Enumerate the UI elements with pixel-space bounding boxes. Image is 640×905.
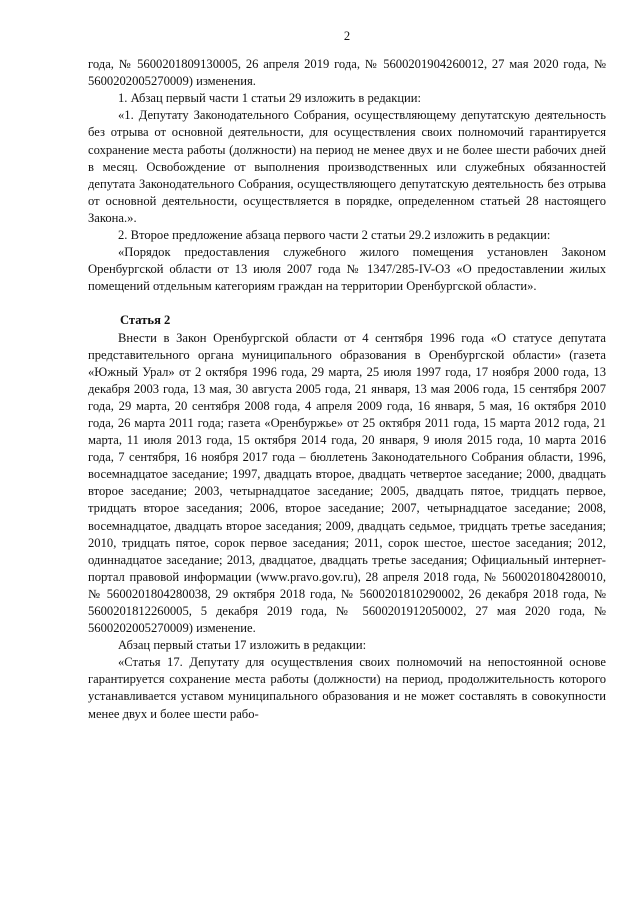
paragraph-item-2: 2. Второе предложение абзаца первого части 2 статьи 29.2 изложить в редакции: — [118, 228, 551, 243]
paragraph-continuation: года, № 5600201809130005, 26 апреля 2019 года, № 5600201904260012, 27 мая 2020 года, № 5600202005270009) изменения. — [88, 57, 606, 89]
paragraph-article-2-body: Внести в Закон Оренбургской области от 4 сентября 1996 года «О статусе депутата представительного органа муниципального образования в Оренбургской области» (газета «Южный Урал» от 2 октября 1996 года, 29 марта, 25 июля 1997 года, 17 ноября 2000 года, 13 декабря 2003 года, 13 мая, 30 августа 2005 года, 21 января, 13 мая 2006 года, 15 сентября 2007 года, 29 марта, 20 сентября 2008 года, 4 апреля 2009 года, 16 января, 5 мая, 16 октября 2010 года, 26 марта 2011 года; газета «Оренбуржье» от 25 октября 2011 года, 15 марта 2012 года, 21 марта, 11 июля 2013 года, 15 октября 2014 года, 20 января, 9 июля 2015 года, 10 марта 2016 года, 7 сентября, 16 ноября 2017 года – бюллетень Законодательного Собрания области, 1996, восемнадцатое заседание; 1997, двадцать второе, двадцать четвертое заседание; 2000, двадцать второе заседание; 2003, четырнадцатое заседание; 2005, двадцать пятое, тридцать первое, тридцать второе заседания; 2006, второе заседание; 2007, четырнадцатое заседание; 2008, восемнадцатое, двадцать второе заседания; 2009, двадцать седьмое, тридцать третье заседания; 2010, тридцать пятое, сорок первое заседания; 2011, сорок шестое, шестое заседания; 2012, одиннадцатое заседание; 2013, двадцатое, двадцать третье заседания; Официальный интернет-портал правовой информации (www.pravo.gov.ru), 28 апреля 2018 года, № 5600201804280010, № 5600201804280038, 29 октября 2018 года, № 5600201810290002, 26 декабря 2018 года, № 5600201812260005, 5 декабря 2019 года, № 5600201912050002, 27 мая 2020 года, № 5600202005270009) изменение. — [88, 330, 606, 636]
paragraph-quote-article-29: «1. Депутату Законодательного Собрания, осуществляющему депутатскую деятельность без отрыва от основной деятельности, для осуществления своих полномочий гарантируется сохранение места работы (должности) на период не менее двух и не более шести рабочих дней в месяц. Освобождение от выполнения производственных или служебных обязанностей депутата Законодательного Собрания, осуществляющего депутатскую деятельность без отрыва от основной деятельности, осуществляется в порядке, определенном статьей 28 настоящего Закона.». — [88, 108, 606, 225]
paragraph-quote-housing: «Порядок предоставления служебного жилого помещения установлен Законом Оренбургской области от 13 июля 2007 года № 1347/285-IV-ОЗ «О предоставлении жилых помещений отдельным категориям граждан на территории Оренбургской области». — [88, 245, 606, 294]
paragraph-article-17-intro: Абзац первый статьи 17 изложить в редакции: — [118, 638, 367, 653]
article-heading: Статья 2 — [120, 313, 171, 328]
page-number: 2 — [343, 29, 351, 43]
paragraph-quote-article-17: «Статья 17. Депутату для осуществления своих полномочий на непостоянной основе гарантируется сохранение места работы (должности) на период, продолжительность которого устанавливается уставом муниципального образования и не может составлять в совокупности менее двух и более шести рабо- — [88, 655, 606, 721]
paragraph-item-1: 1. Абзац первый части 1 статьи 29 изложить в редакции: — [118, 91, 422, 106]
